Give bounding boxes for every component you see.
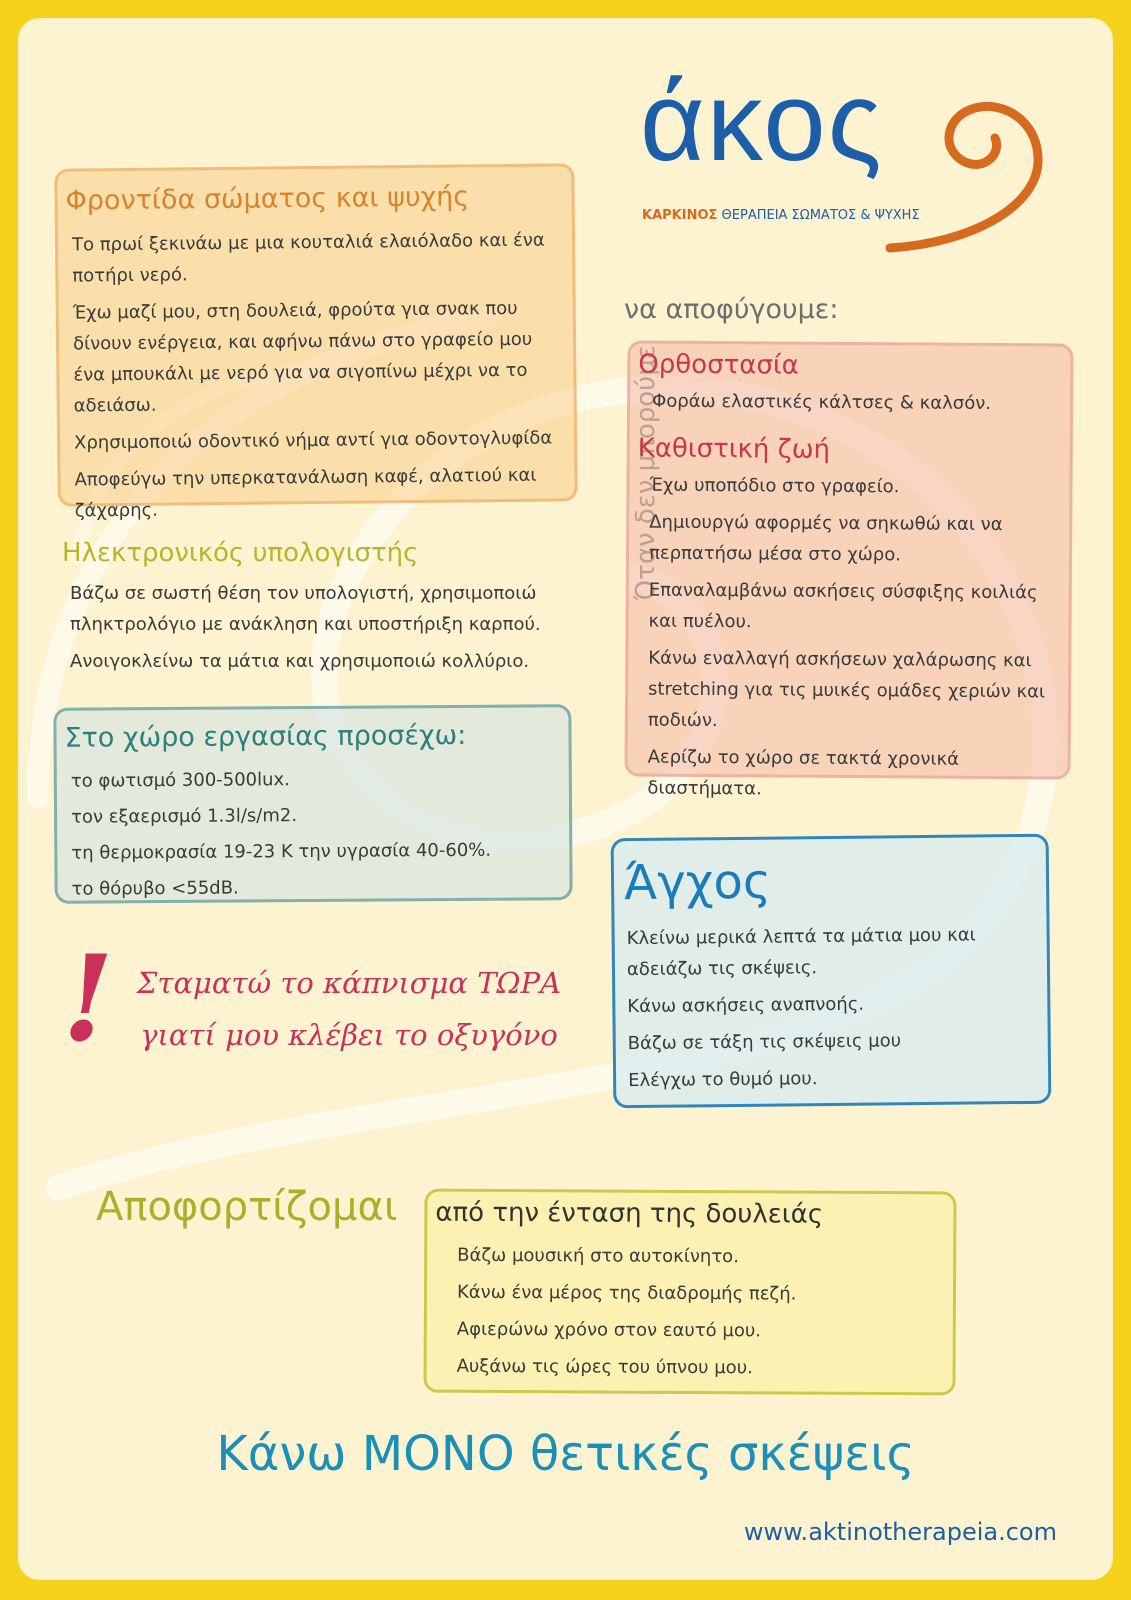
list-item: Αφιερώνω χρόνο στον εαυτό μου. bbox=[456, 1318, 762, 1342]
website-link[interactable]: www.aktinotherapeia.com bbox=[743, 1518, 1057, 1546]
orthostasia-title: Ορθοστασία bbox=[638, 349, 799, 381]
positive-thoughts-slogan: Κάνω ΜΟΝΟ θετικές σκέψεις bbox=[216, 1426, 915, 1482]
logo bbox=[640, 58, 1060, 258]
list-item: Έχω υποπόδιο στο γραφείο. bbox=[649, 474, 900, 498]
list-item: Δημιουργώ αφορμές να σηκωθώ και να περπατήσω μέσα στο χώρο. bbox=[648, 511, 1003, 566]
list-item: Βάζω σε τάξη τις σκέψεις μου bbox=[627, 1030, 902, 1055]
list-item: Κλείνω μερικά λεπτά τα μάτια μου και αδειάζω τις σκέψεις. bbox=[626, 924, 976, 981]
body-care-list bbox=[72, 225, 555, 527]
tagline-cancer: ΚΑΡΚΙΝΟΣ bbox=[642, 208, 718, 223]
list-item: Ανοιγοκλείνω τα μάτια και χρησιμοποιώ κολλύριο. bbox=[70, 651, 530, 672]
workplace-box bbox=[53, 704, 572, 904]
list-item: τη θερμοκρασία 19-23 Κ την υγρασία 40-60%. bbox=[71, 839, 492, 864]
list-item: τον εξαερισμό 1.3l/s/m2. bbox=[71, 805, 298, 828]
avoid-box bbox=[624, 340, 1073, 800]
computer-title: Ηλεκτρονικός υπολογιστής bbox=[62, 538, 419, 568]
list-item: Κάνω ασκήσεις αναπνοής. bbox=[627, 993, 865, 1018]
avoid-heading: να αποφύγουμε: bbox=[624, 294, 839, 325]
list-item: Έχω μαζί μου, στη δουλειά, φρούτα για σνακ που δίνουν ενέργεια, και αφήνω πάνω στο γραφείο μου ένα μπουκάλι με νερό για να σιγοπίνω μέχρι να το αδειάσω. bbox=[72, 297, 533, 417]
workplace-title: Στο χώρο εργασίας προσέχω: bbox=[64, 719, 467, 754]
smoking-line-1: Σταματώ το κάπνισμα ΤΩΡΑ bbox=[136, 966, 562, 1000]
unload-subtitle: από την ένταση της δουλειάς bbox=[435, 1197, 824, 1230]
poster bbox=[18, 18, 1113, 1580]
logo-text: άκος bbox=[640, 59, 884, 184]
unload-box bbox=[423, 1189, 956, 1396]
list-item: Ελέγχω το θυμό μου. bbox=[628, 1068, 818, 1092]
list-item: Το πρωί ξεκινάω με μια κουταλιά ελαιόλαδο και ένα ποτήρι νερό. bbox=[71, 229, 545, 287]
list-item: το φωτισμό 300-500lux. bbox=[70, 769, 290, 792]
list-item: Επαναλαμβάνω ασκήσεις σύσφιξης κοιλιάς και πυέλου. bbox=[648, 579, 1038, 633]
smoking-line-2: γιατί μου κλέβει το οξυγόνο bbox=[140, 1018, 558, 1052]
list-item: Κάνω ένα μέρος της διαδρομής πεζή. bbox=[456, 1281, 797, 1305]
smoking-warning bbox=[58, 929, 578, 1078]
logo-tagline bbox=[642, 208, 920, 223]
list-item: Βάζω μουσική στο αυτοκίνητο. bbox=[457, 1244, 740, 1268]
list-item: Φοράω ελαστικές κάλτσες & καλσόν. bbox=[652, 390, 992, 414]
tagline-therapy: ΘΕΡΑΠΕΙΑ ΣΩΜΑΤΟΣ & ΨΥΧΗΣ bbox=[721, 208, 920, 223]
list-item: Βάζω σε σωστή θέση τον υπολογιστή, χρησιμοποιώ πληκτρολόγιο με ανάκληση και υποστήριξη καρπού. bbox=[70, 583, 541, 635]
computer-section bbox=[62, 538, 562, 677]
body-care-title: Φροντίδα σώματος και ψυχής bbox=[65, 181, 470, 217]
unload-title: Αποφορτίζομαι bbox=[96, 1184, 398, 1230]
sedentary-title: Καθιστική ζωή bbox=[637, 433, 831, 465]
list-item: Αποφεύγω την υπερκατανάλωση καφέ, αλατιού και ζάχαρης. bbox=[74, 464, 537, 522]
stress-box bbox=[611, 834, 1052, 1109]
body-care-box bbox=[54, 163, 578, 522]
list-item: Κάνω εναλλαγή ασκήσεων χαλάρωσης και stretching για τις μυικές ομάδες χεριών και ποδιών. bbox=[647, 647, 1046, 732]
exclamation-icon: ! bbox=[62, 929, 114, 1068]
list-item: το θόρυβο <55dB. bbox=[71, 877, 239, 900]
list-item: Αερίζω το χώρο σε τακτά χρονικά διαστήματα. bbox=[647, 746, 960, 800]
stress-title: Άγχος bbox=[623, 853, 772, 912]
list-item: Αυξάνω τις ώρες του ύπνου μου. bbox=[456, 1355, 753, 1379]
list-item: Χρησιμοποιώ οδοντικό νήμα αντί για οδοντογλυφίδα bbox=[74, 427, 553, 454]
